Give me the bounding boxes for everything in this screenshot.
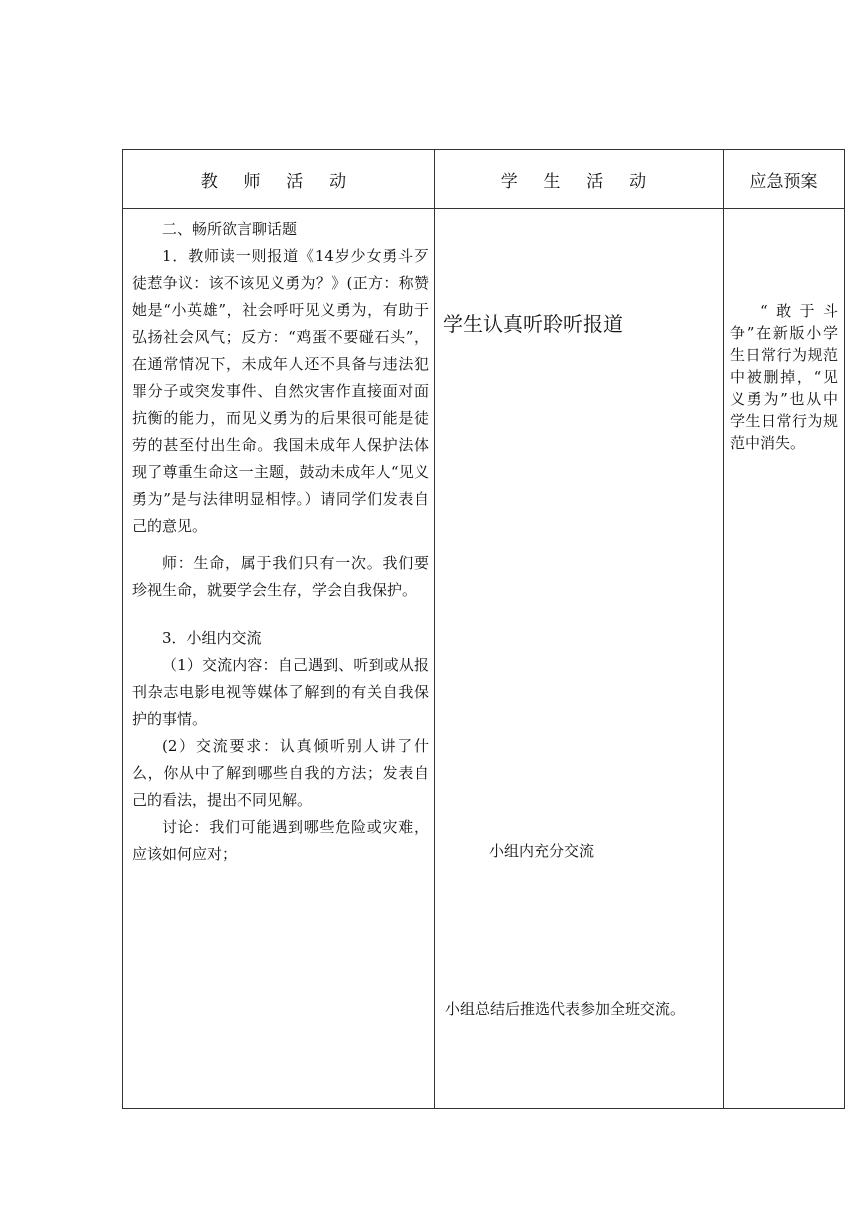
header-teacher-activity: 教 师 活 动 [200,171,357,192]
teacher-item-3-content: （1）交流内容：自己遇到、听到或从报刊杂志电影电视等媒体了解到的有关自我保护的事情。 [132,656,429,728]
header-student-activity: 学 生 活 动 [500,171,657,192]
teacher-remark: 师：生命，属于我们只有一次。我们要珍视生命，就要学会生存，学会自我保护。 [132,554,429,599]
emergency-plan-note: “敢于斗争”在新版小学生日常行为规范中被删掉，“见义勇为”也从中学生日常行为规范中消失。 [730,302,838,452]
student-listen: 学生认真听聆听报道 [443,312,623,336]
header-emergency-plan: 应急预案 [749,171,818,192]
column-divider [723,150,724,1108]
section-title: 二、畅所欲言聊话题 [162,220,298,238]
teacher-item-3-requirement: (2）交流要求：认真倾听别人讲了什么，你从中了解到哪些自我的方法；发表自己的看法，提出不同见解。 [132,737,429,809]
column-divider [434,150,435,1108]
teacher-item-3-title: 3．小组内交流 [162,629,262,647]
teacher-discussion: 讨论：我们可能遇到哪些危险或灾难，应该如何应对； [132,818,429,863]
header-divider [123,208,844,209]
lesson-table [122,149,845,1109]
teacher-item-1: 1．教师读一则报道《14岁少女勇斗歹徒惹争议：该不该见义勇为？》(正方：称赞她是“小英雄”，社会呼吁见义勇为，有助于弘扬社会风气；反方：“鸡蛋不要碰石头”，在通常情况下，未成年人还不具备与违法犯罪分子或突发事件、自然灾害作直接面对面抗衡的能力，而见义勇为的后果很可能是徒劳的甚至付出生命。我国未成年人保护法体现了尊重生命这一主题，鼓动未成年人“见义勇为”是与法律明显相悖。）请同学们发表自己的意见。 [132,247,429,535]
student-summary: 小组总结后推选代表参加全班交流。 [445,1000,686,1018]
teacher-activity-cell [132,216,429,868]
student-group-talk: 小组内充分交流 [489,842,595,860]
